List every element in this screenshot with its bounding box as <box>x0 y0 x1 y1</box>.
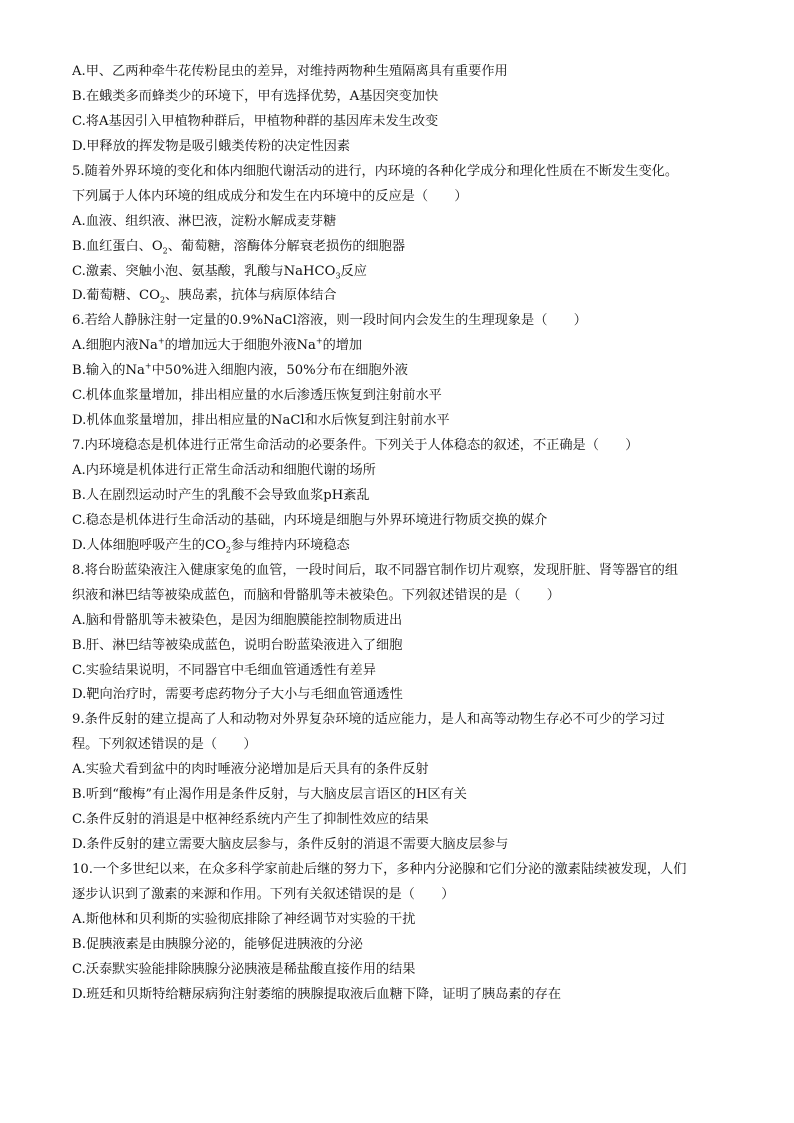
text-line: D.甲释放的挥发物是吸引蛾类传粉的决定性因素 <box>72 138 351 154</box>
subscript: 2 <box>159 296 166 306</box>
text-line <box>72 235 754 260</box>
subscript: 2 <box>162 246 168 256</box>
text-line: C.条件反射的消退是中枢神经系统内产生了抑制性效应的结果 <box>72 812 429 828</box>
text-line: 织液和淋巴结等被染成蓝色，而脑和骨骼肌等未被染色。下列叙述错误的是（ ） <box>72 587 560 603</box>
text-line: D.条件反射的建立需要大脑皮层参与，条件反射的消退不需要大脑皮层参与 <box>72 837 509 853</box>
text-line <box>72 359 754 384</box>
text-segment: 的增加 <box>322 338 363 354</box>
text-line: 5.随着外界环境的变化和体内细胞代谢活动的进行，内环境的各种化学成分和理化性质在不断发生变化。 <box>72 163 679 179</box>
text-line: 逐步认识到了激素的来源和作用。下列有关叙述错误的是（ ） <box>72 886 455 902</box>
text-line: B.在蛾类多而蜂类少的环境下，甲有选择优势，A基因突变加快 <box>72 88 439 104</box>
text-line: 下列属于人体内环境的组成成分和发生在内环境中的反应是（ ） <box>72 188 468 204</box>
text-segment: 反应 <box>340 263 367 279</box>
text-line: 10.一个多世纪以来，在众多科学家前赴后继的努力下，多种内分泌腺和它们分泌的激素陆续被发现，人们 <box>72 862 687 877</box>
text-segment: 的增加远大于细胞外液Na <box>164 338 316 354</box>
text-line: A.甲、乙两种牵牛花传粉昆虫的差异，对维持两物种生殖隔离具有重要作用 <box>72 64 508 79</box>
text-line: D.机体血浆量增加，排出相应量的NaCl和水后恢复到注射前水平 <box>72 413 450 429</box>
text-segment: D.人体细胞呼吸产生的CO <box>72 537 226 553</box>
text-line: 6.若给人静脉注射一定量的0.9%NaCl溶液，则一段时间内会发生的生理现象是（ ） <box>72 313 587 329</box>
text-segment: 中50%进入细胞内液，50%分布在细胞外液 <box>151 363 408 379</box>
subscript: 2 <box>225 545 231 555</box>
text-segment: 参与维持内环境稳态 <box>230 537 350 553</box>
text-segment: B.输入的Na <box>72 363 145 379</box>
text-line: B.肝、淋巴结等被染成蓝色，说明台盼蓝染液进入了细胞 <box>72 637 403 653</box>
text-segment: C.激素、突触小泡、氨基酸，乳酸与NaHCO <box>72 263 336 279</box>
text-line <box>72 534 754 559</box>
text-line <box>72 334 754 359</box>
text-line: B.促胰液素是由胰腺分泌的，能够促进胰液的分泌 <box>72 936 363 952</box>
text-line: C.将A基因引入甲植物种群后，甲植物种群的基因库未发生改变 <box>72 113 439 129</box>
text-line: B.人在剧烈运动时产生的乳酸不会导致血浆pH紊乱 <box>72 487 370 503</box>
text-line: A.内环境是机体进行正常生命活动和细胞代谢的场所 <box>72 463 376 478</box>
text-segment: B.血红蛋白、O <box>72 238 163 254</box>
text-line: D.班廷和贝斯特给糖尿病狗注射萎缩的胰腺提取液后血糖下降，证明了胰岛素的存在 <box>72 986 562 1002</box>
text-line: 8.将台盼蓝染液注入健康家兔的血管，一段时间后，取不同器官制作切片观察，发现肝脏、肾等器官的组 <box>72 562 679 578</box>
text-line: 7.内环境稳态是机体进行正常生命活动的必要条件。下列关于人体稳态的叙述，不正确是（ ） <box>72 438 639 454</box>
text-line: B.听到“酸梅”有止渴作用是条件反射，与大脑皮层言语区的H区有关 <box>72 787 467 803</box>
text-segment: 、葡萄糖，溶酶体分解衰老损伤的细胞器 <box>167 238 406 254</box>
text-line: C.稳态是机体进行生命活动的基础，内环境是细胞与外界环境进行物质交换的媒介 <box>72 512 548 528</box>
text-line: 9.条件反射的建立提高了人和动物对外界复杂环境的适应能力，是人和高等动物生存必不可少的学习过 <box>72 712 665 728</box>
text-line: 程。下列叙述错误的是（ ） <box>72 737 257 753</box>
text-line: C.实验结果说明，不同器官中毛细血管通透性有差异 <box>72 662 376 678</box>
text-line: A.脑和骨骼肌等未被染色，是因为细胞膜能控制物质进出 <box>72 612 403 628</box>
text-line <box>72 260 754 285</box>
text-line: A.斯他林和贝利斯的实验彻底排除了神经调节对实验的干扰 <box>72 911 416 927</box>
text-line: D.靶向治疗时，需要考虑药物分子大小与毛细血管通透性 <box>72 687 403 703</box>
superscript: + <box>315 336 323 346</box>
text-line: C.沃泰默实验能排除胰腺分泌胰液是稀盐酸直接作用的结果 <box>72 961 416 977</box>
text-line <box>72 284 754 309</box>
text-line: A.实验犬看到盆中的肉时唾液分泌增加是后天具有的条件反射 <box>72 762 429 778</box>
text-line: A.血液、组织液、淋巴液，淀粉水解成麦芽糖 <box>72 213 337 229</box>
text-line: C.机体血浆量增加，排出相应量的水后渗透压恢复到注射前水平 <box>72 388 442 404</box>
text-segment: A.细胞内液Na <box>72 338 158 354</box>
superscript: + <box>157 336 165 346</box>
text-segment: D.葡萄糖、CO <box>72 288 160 304</box>
text-segment: 、胰岛素，抗体与病原体结合 <box>165 288 337 304</box>
superscript: + <box>144 361 152 371</box>
subscript: 3 <box>335 271 341 281</box>
